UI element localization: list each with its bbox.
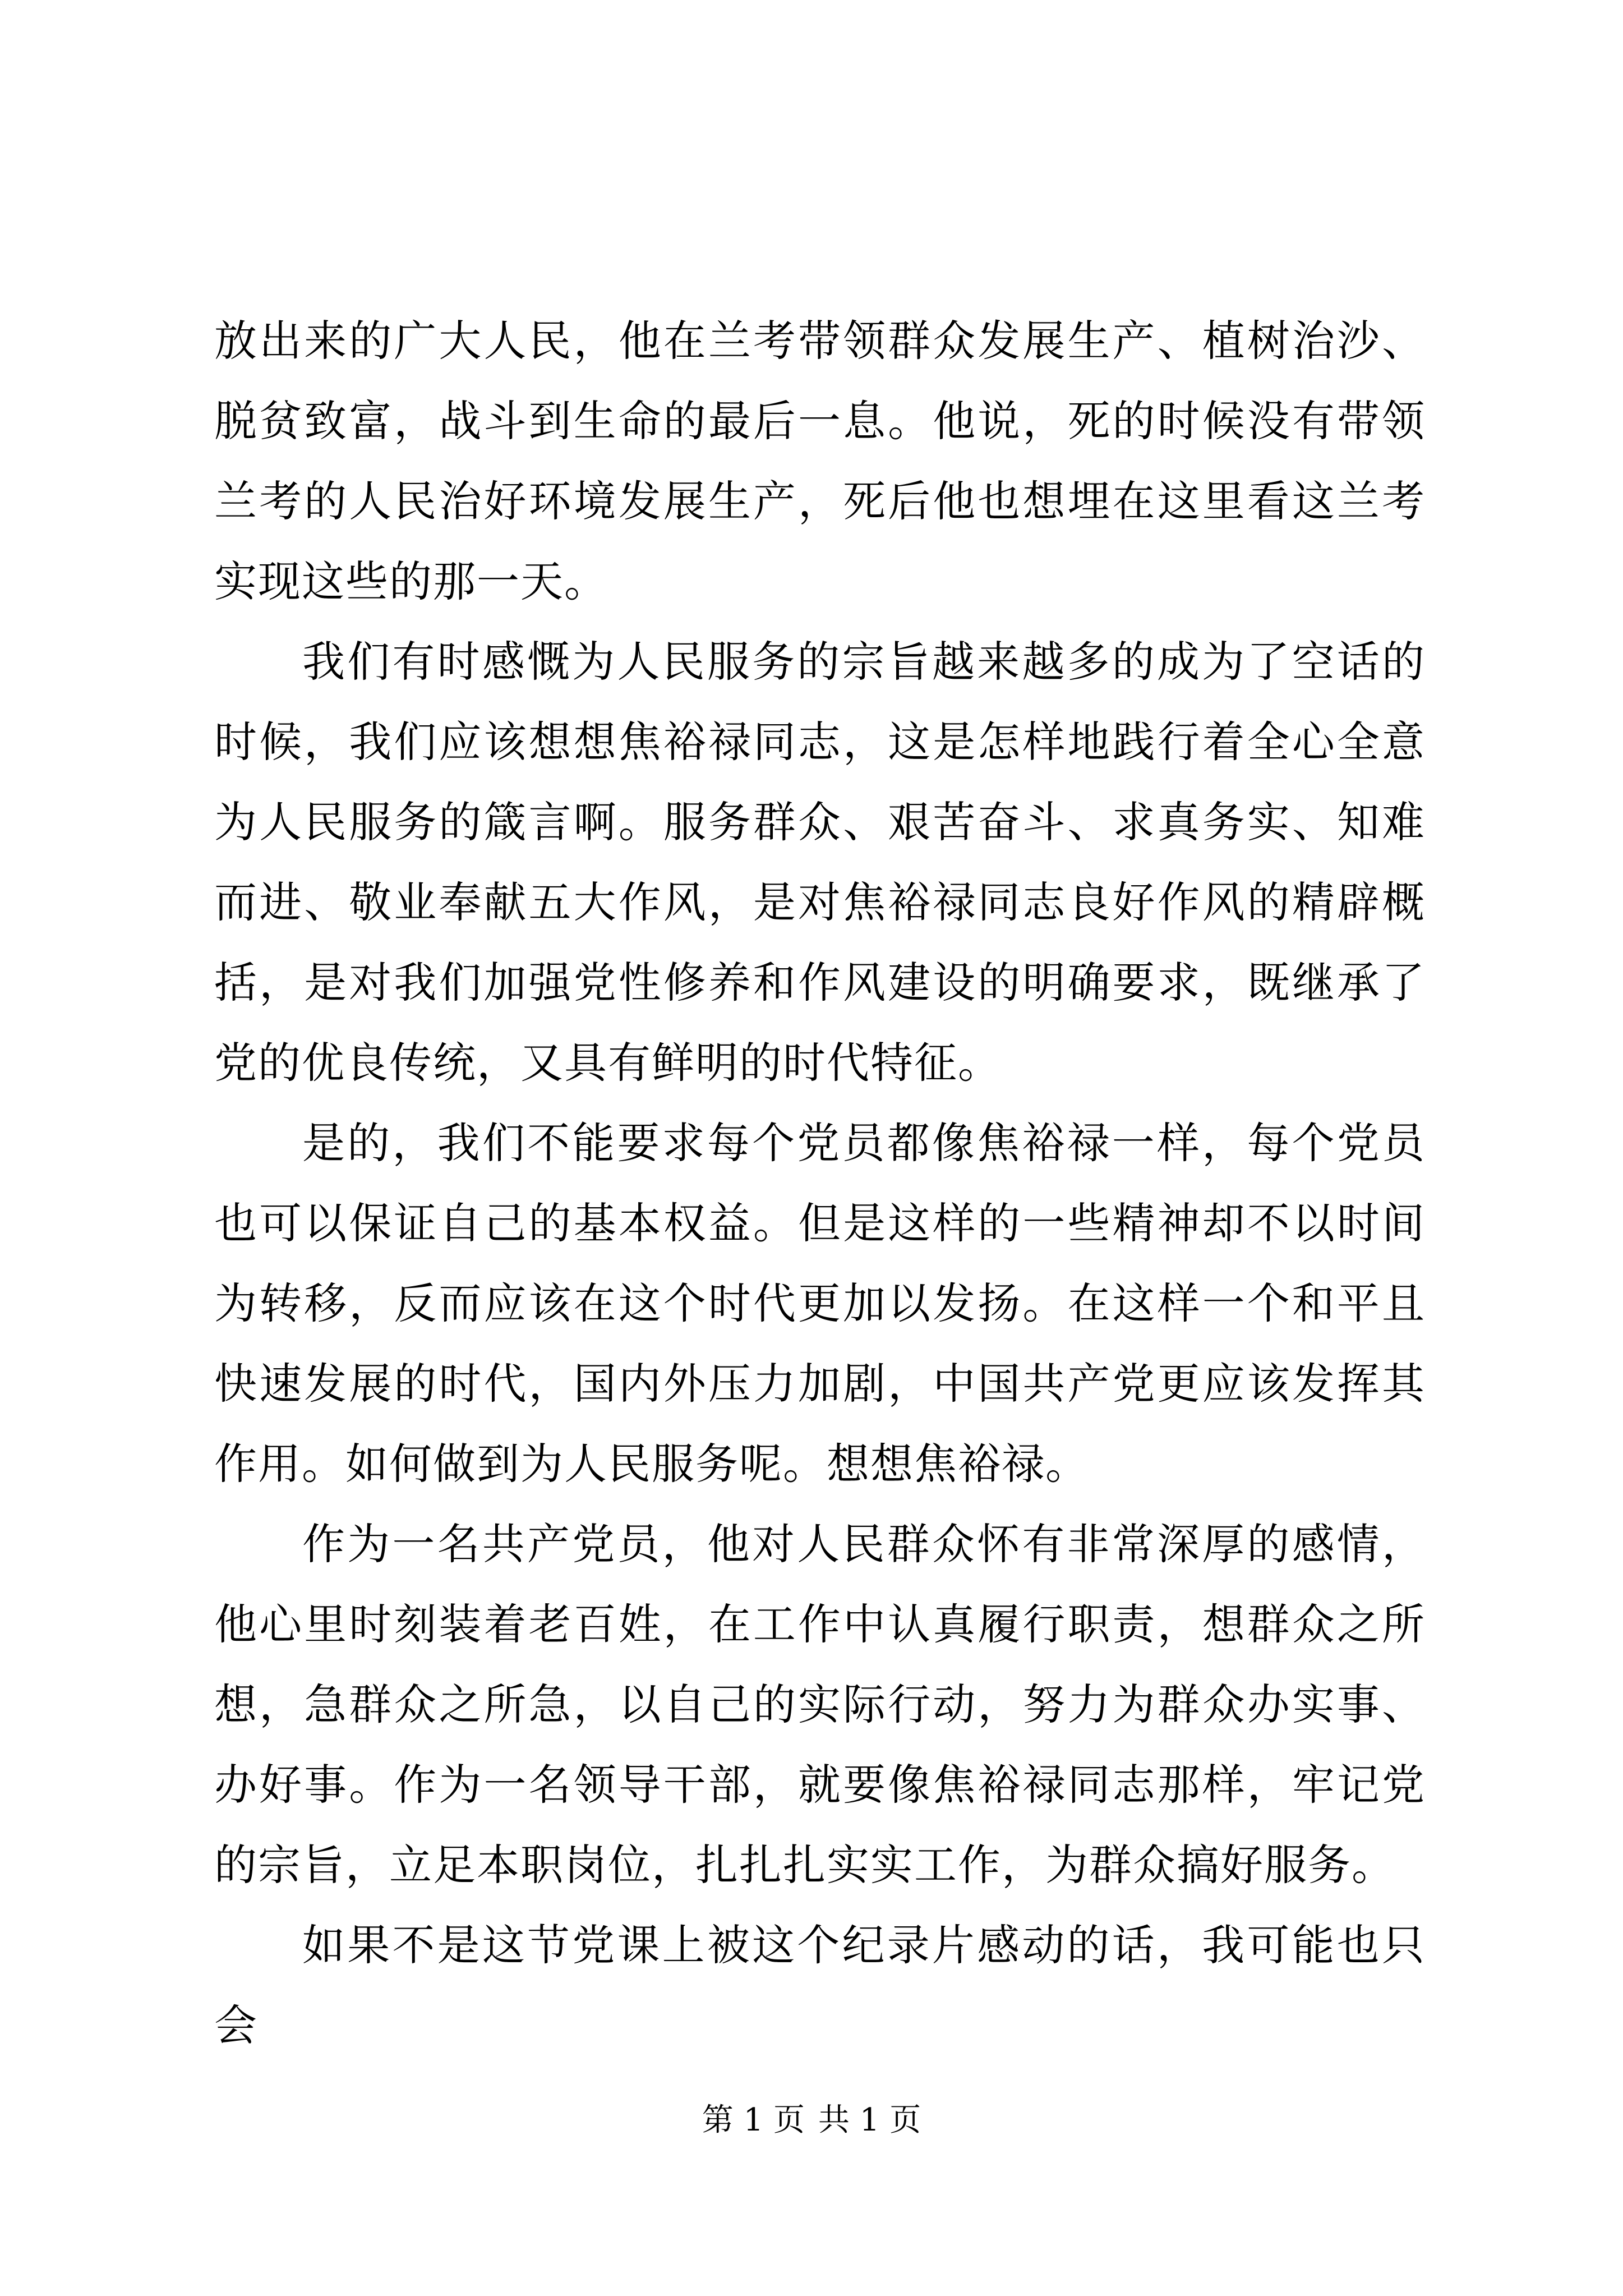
page-footer <box>0 2101 1623 2140</box>
paragraph-2: 我们有时感慨为人民服务的宗旨越来越多的成为了空话的时候，我们应该想想焦裕禄同志，这是怎样地践行着全心全意为人民服务的箴言啊。服务群众、艰苦奋斗、求真务实、知难而进、敬业奉献五大作风，是对焦裕禄同志良好作风的精辟概括，是对我们加强党性修养和作风建设的明确要求，既继承了党的优良传统，又具有鲜明的时代特征。 <box>214 637 1426 1088</box>
page-total: 共 1 页 <box>818 2102 921 2138</box>
paragraph-3: 是的，我们不能要求每个党员都像焦裕禄一样，每个党员也可以保证自己的基本权益。但是这样的一些精神却不以时间为转移，反而应该在这个时代更加以发扬。在这样一个和平且快速发展的时代，国内外压力加剧，中国共产党更应该发挥其作用。如何做到为人民服务呢。想想焦裕禄。 <box>214 1118 1426 1489</box>
page-number: 第 1 页 <box>702 2102 805 2138</box>
paragraph-1: 放出来的广大人民，他在兰考带领群众发展生产、植树治沙、脱贫致富，战斗到生命的最后一息。他说，死的时候没有带领兰考的人民治好环境发展生产，死后他也想埋在这里看这兰考实现这些的那一天。 <box>214 316 1426 606</box>
document-body <box>214 301 1426 2065</box>
paragraph-5: 如果不是这节党课上被这个纪录片感动的话，我可能也只会 <box>214 1920 1426 2050</box>
paragraph-4: 作为一名共产党员，他对人民群众怀有非常深厚的感情，他心里时刻装着老百姓，在工作中认真履行职责，想群众之所想，急群众之所急，以自己的实际行动，努力为群众办实事、办好事。作为一名领导干部，就要像焦裕禄同志那样，牢记党的宗旨，立足本职岗位，扎扎扎实实工作，为群众搞好服务。 <box>214 1519 1426 1890</box>
